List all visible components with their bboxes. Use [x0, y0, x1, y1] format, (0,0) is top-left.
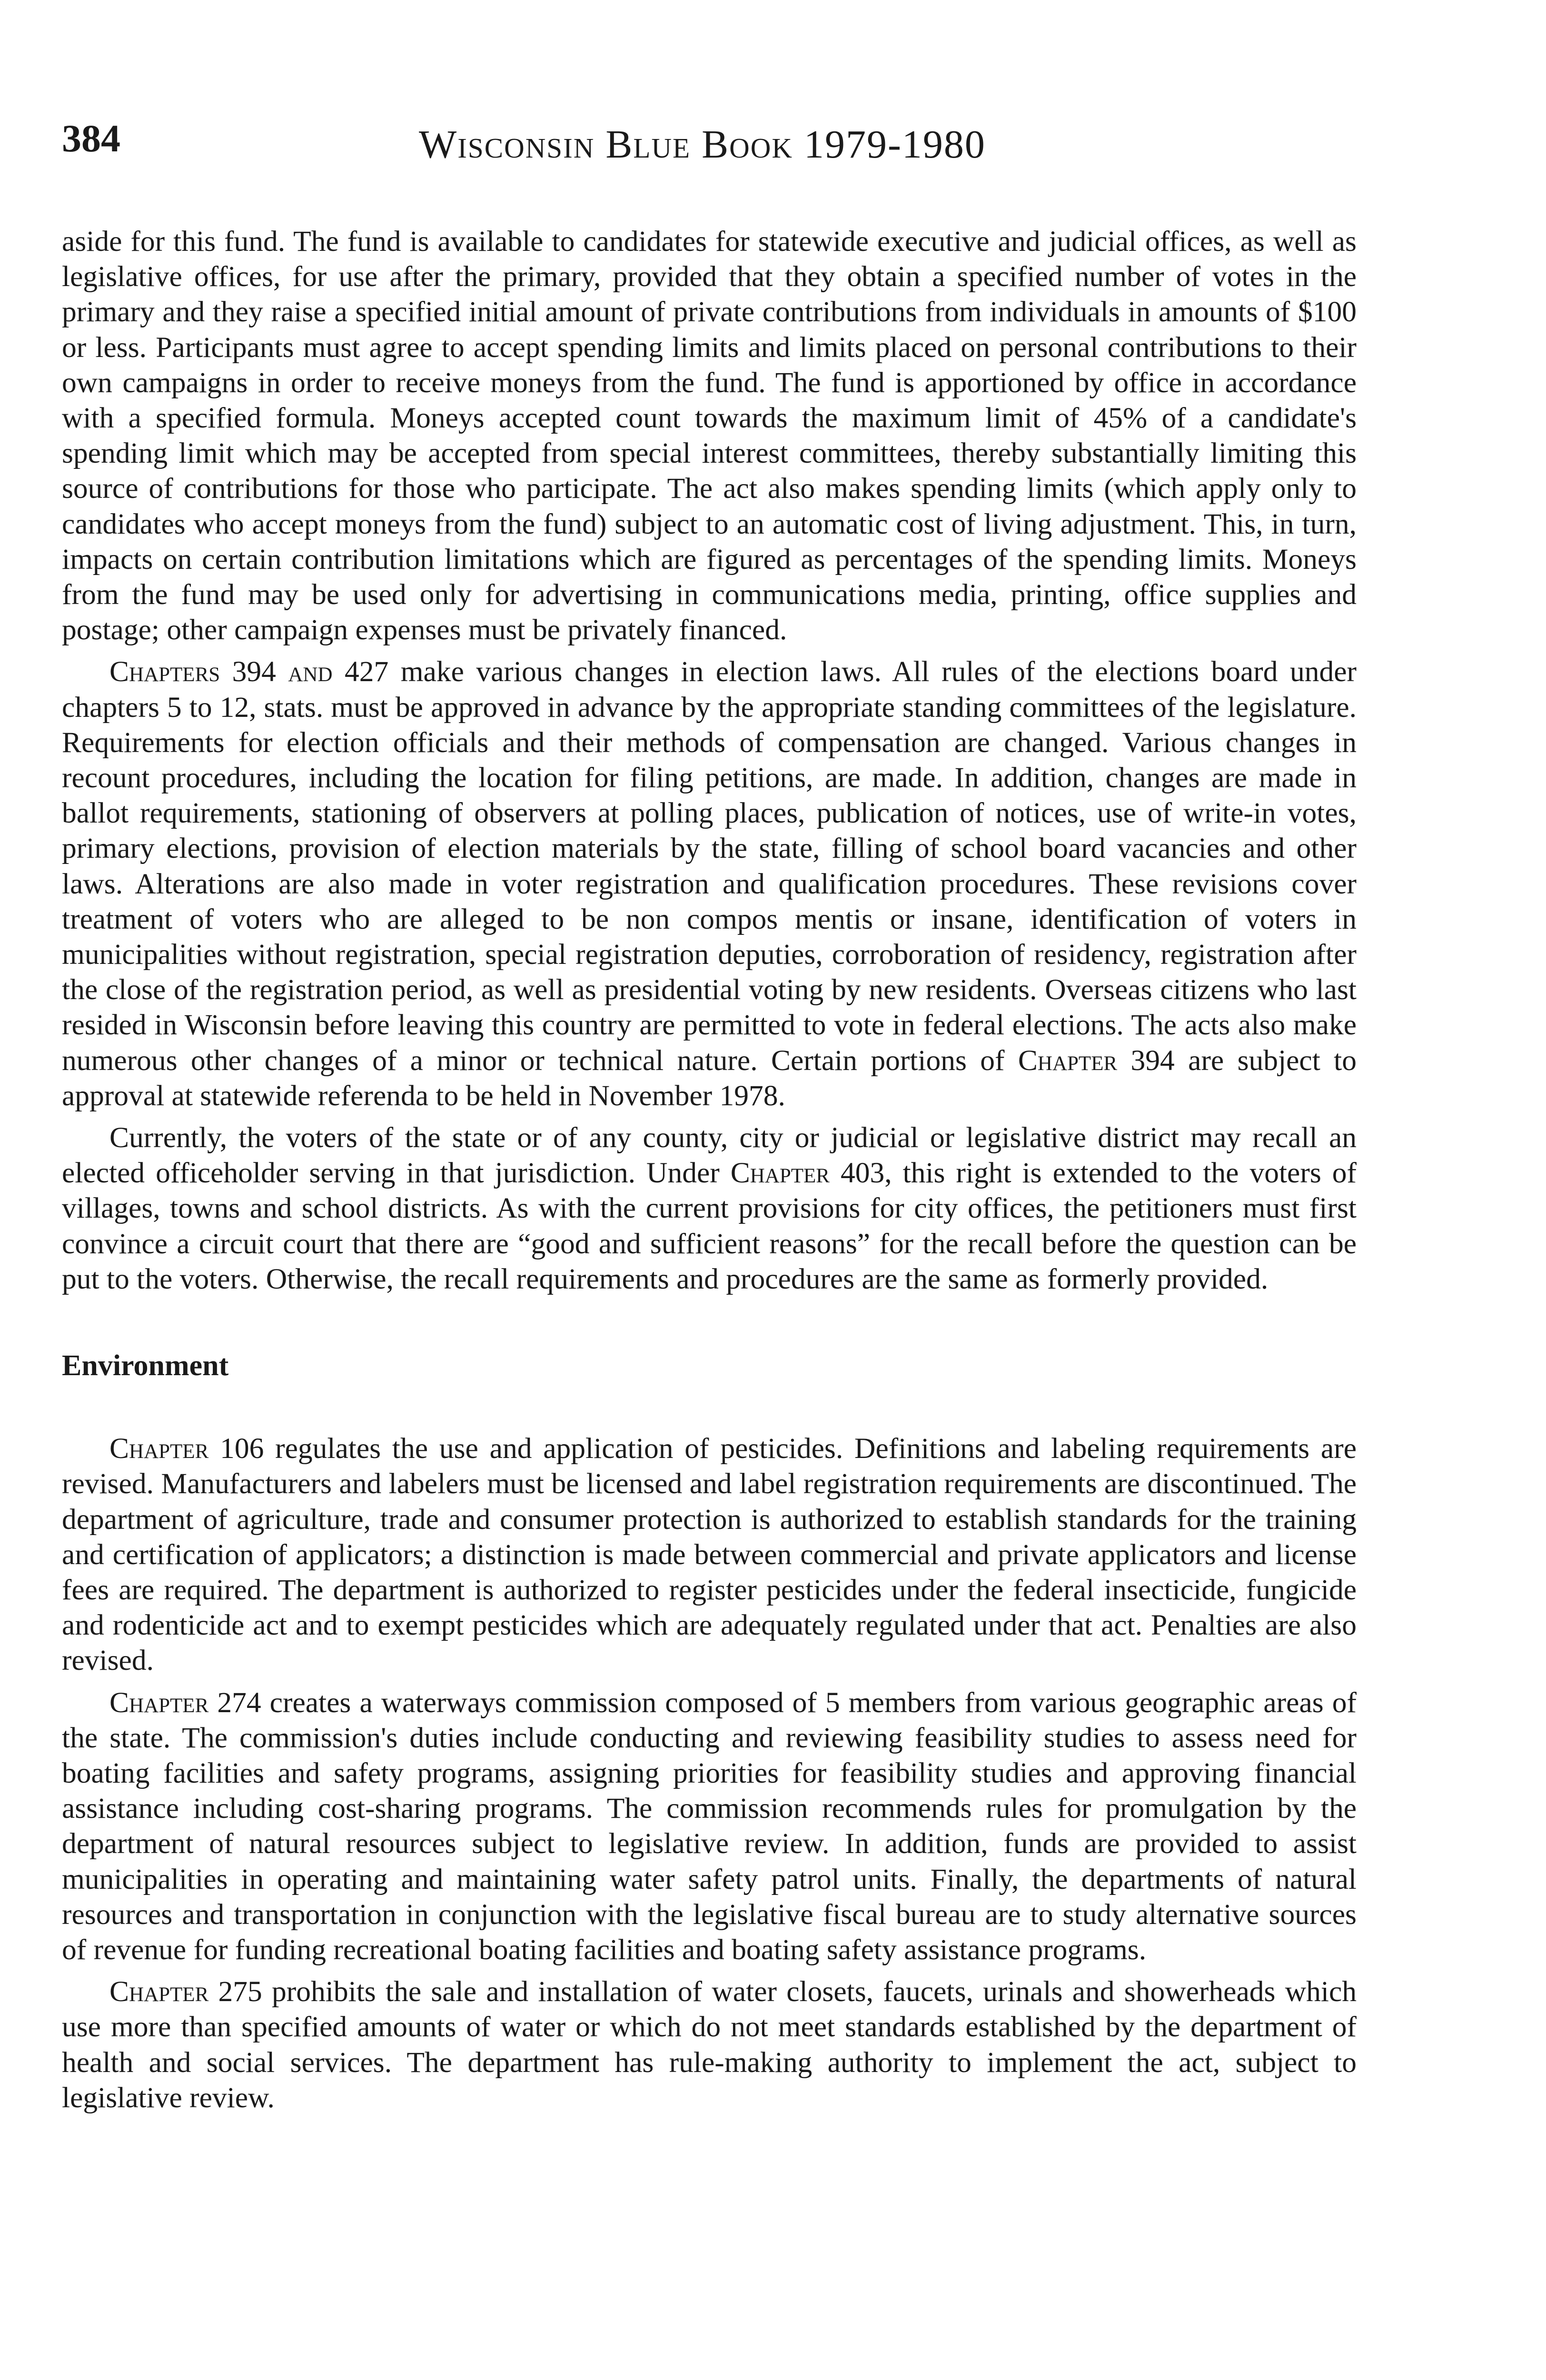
page-number: 384 [62, 117, 120, 160]
paragraph-text: 403, this right is extended to the voters of villages, towns and school districts. As with the current provisions for city offices, the petitioners must first convince a circuit court that there are “good and sufficient reasons” for the recall before the question can be put to the voters. Otherwise, the recall requirements and procedures are the same as formerly provided. [62, 1157, 1357, 1295]
paragraph-text: 275 prohibits the sale and installation of water closets, faucets, urinals and showerheads which use more than specified amounts of water or which do not meet standards established by the department of health and social services. The department has rule-making authority to implement the act, subject to legislative review. [62, 1975, 1357, 2114]
chapter-ref: Chapter [730, 1157, 830, 1190]
paragraph-text: 274 creates a waterways commission composed of 5 members from various geographic areas of the state. The commission's duties include conducting and reviewing feasibility studies to assess need for boating facilities and safety programs, assigning priorities for feasibility studies and approving financial assistance including cost-sharing programs. The commission recommends rules for promulgation by the department of natural resources subject to legislative review. In addition, funds are provided to assist municipalities in operating and maintaining water safety patrol units. Finally, the departments of natural resources and transportation in conjunction with the legislative fiscal bureau are to study alternative sources of revenue for funding recreational boating facilities and boating safety assistance programs. [62, 1686, 1357, 1966]
paragraph-waterways [62, 1685, 1357, 1968]
section-heading-wrap [62, 1348, 1357, 1383]
chapter-ref: Chapter [109, 1686, 209, 1719]
running-head-text: Wisconsin Blue Book 1979-1980 [419, 122, 986, 167]
paragraph-text: 106 regulates the use and application of pesticides. Definitions and labeling requirements are revised. Manufacturers and labelers must be licensed and label registration requirements are discontinued. The department of agriculture, trade and consumer protection is authorized to establish standards for the training and certification of applicators; a distinction is made between commercial and private applicators and license fees are required. The department is authorized to register pesticides under the federal insecticide, fungicide and rodenticide act and to exempt pesticides which are adequately regulated under that act. Penalties are also revised. [62, 1432, 1357, 1677]
paragraph-election-laws [62, 654, 1357, 1113]
paragraph-pesticides [62, 1431, 1357, 1678]
chapter-ref: Chapter [109, 1975, 209, 2008]
chapter-ref: Chapter [1018, 1044, 1118, 1077]
chapter-ref: Chapters 394 and 427 [109, 655, 389, 688]
paragraph-recall [62, 1120, 1357, 1297]
paragraph-text: Currently, the voters of the state or of any county, city or judicial or legislative district may recall an elected officeholder serving in that jurisdiction. Under [62, 1121, 1357, 1190]
paragraph-water-fixtures [62, 1974, 1357, 2115]
paragraph-text: make various changes in election laws. All rules of the elections board under chapters 5 to 12, stats. must be approved in advance by the appropriate standing committees of the legislature. Requirements for election officials and their methods of compensation are changed. Various changes in recount procedures, including the location for filing petitions, are made. In addition, changes are made in ballot requirements, stationing of observers at polling places, publication of notices, use of write-in votes, primary elections, provision of election materials by the state, filling of school board vacancies and other laws. Alterations are also made in voter registration and qualification procedures. These revisions cover treatment of voters who are alleged to be non compos mentis or insane, identification of voters in municipalities without registration, special registration deputies, corroboration of residency, registration after the close of the registration period, as well as presidential voting by new residents. Overseas citizens who last resided in Wisconsin before leaving this country are permitted to vote in federal elections. The acts also make numerous other changes of a minor or technical nature. Certain portions of [62, 655, 1357, 1077]
running-head [419, 122, 986, 167]
paragraph-campaign-fund: aside for this fund. The fund is available to candidates for statewide executive and judicial offices, as well as legislative offices, for use after the primary, provided that they obtain a specified number of votes in the primary and they raise a specified initial amount of private contributions from individuals in amounts of $100 or less. Participants must agree to accept spending limits and limits placed on personal contributions to their own campaigns in order to receive moneys from the fund. The fund is apportioned by office in accordance with a specified formula. Moneys accepted count towards the maximum limit of 45% of a candidate's spending limit which may be accepted from special interest committees, thereby substantially limiting this source of contributions for those who participate. The act also makes spending limits (which apply only to candidates who accept moneys from the fund) subject to an automatic cost of living adjustment. This, in turn, impacts on certain contribution limitations which are figured as percentages of the spending limits. Moneys from the fund may be used only for advertising in communications media, printing, office supplies and postage; other campaign expenses must be privately financed. [62, 225, 1357, 646]
paragraph-text: 394 are subject to approval at statewide referenda to be held in November 1978. [62, 1044, 1357, 1112]
chapter-ref: Chapter [109, 1432, 209, 1465]
section-heading: Environment [62, 1349, 229, 1382]
body-text [62, 224, 1357, 2115]
